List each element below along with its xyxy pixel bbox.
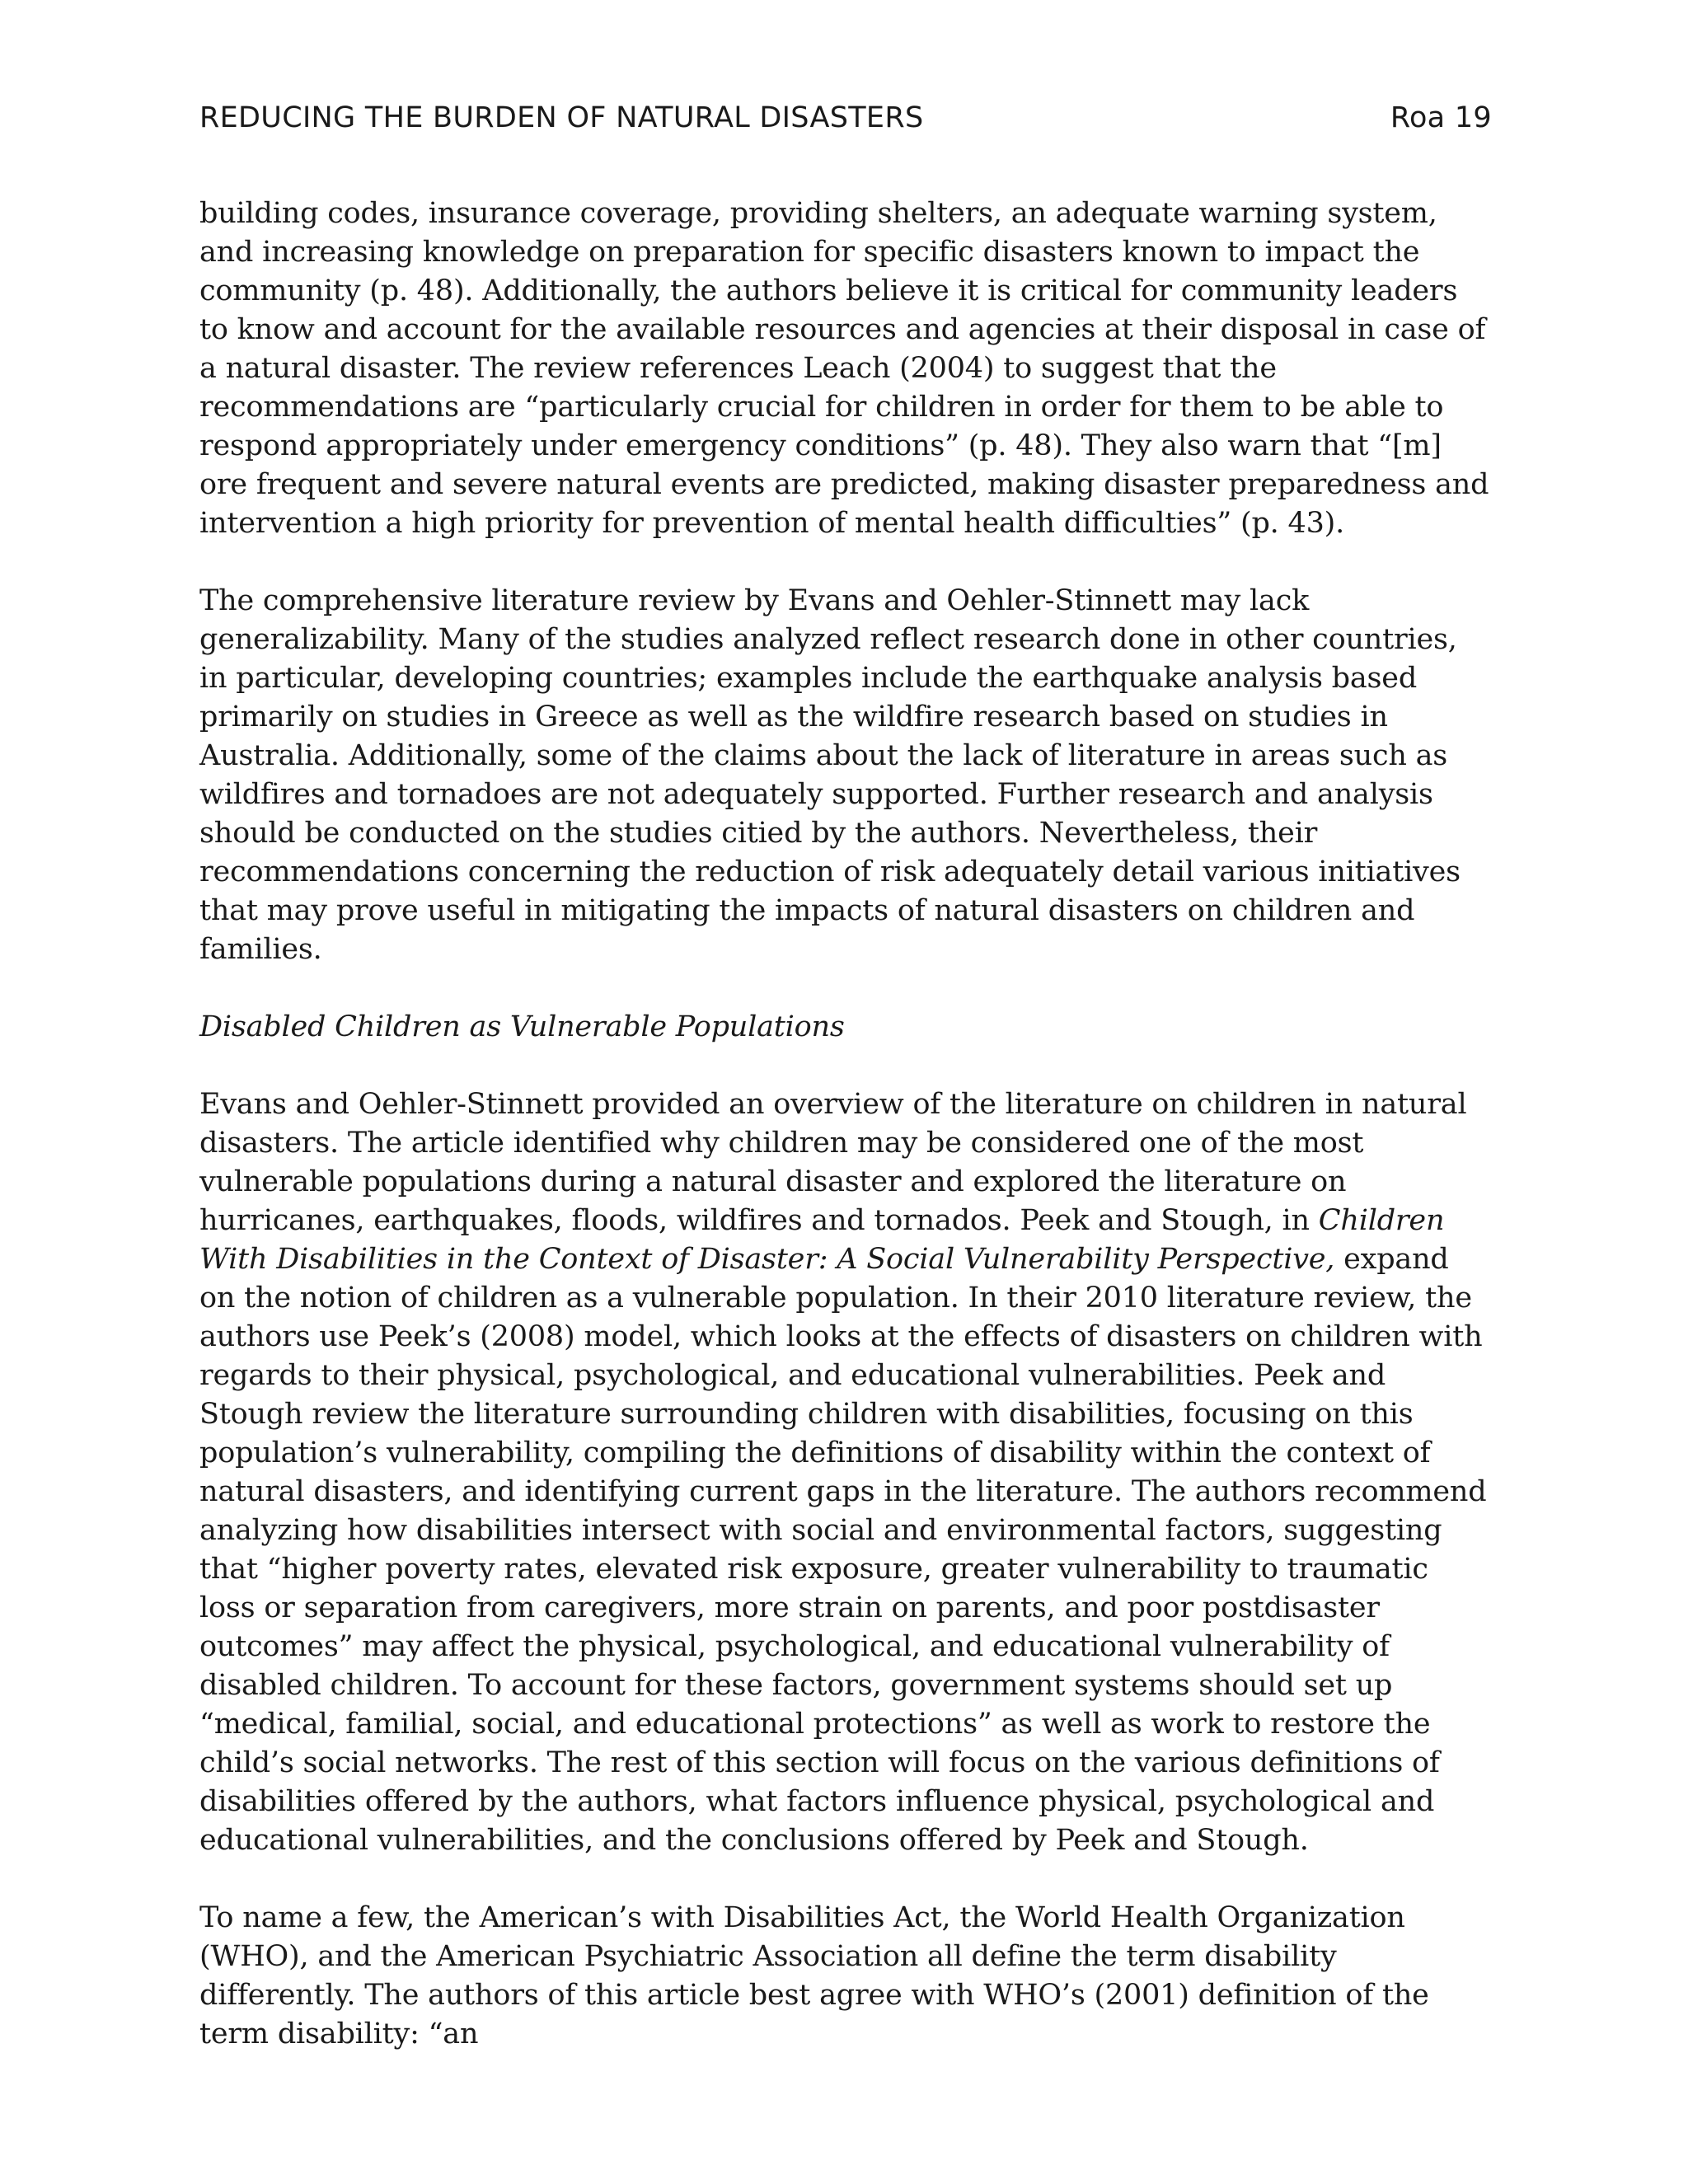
body-text xyxy=(199,194,1492,2054)
paragraph xyxy=(199,1085,1492,1860)
paragraph: The comprehensive literature review by Evans and Oehler-Stinnett may lack generalizability. Many of the studies analyzed reflect research done in other countries, in particular, developing countries; examples include the earthquake analysis based primarily on studies in Greece as well as the wildfire research based on studies in Australia. Additionally, some of the claims about the lack of literature in areas such as wildfires and tornadoes are not adequately supported. Further research and analysis should be conducted on the studies citied by the authors. Nevertheless, their recommendations concerning the reduction of risk adequately detail various initiatives that may prove useful in mitigating the impacts of natural disasters on children and families. xyxy=(199,584,1461,966)
running-head xyxy=(199,97,1492,138)
article-title: Children With Disabilities in the Context of Disaster: A Social Vulnerability Perspective, xyxy=(199,1204,1445,1276)
paragraph: building codes, insurance coverage, providing shelters, an adequate warning system, and increasing knowledge on preparation for specific disasters known to impact the community (p. 48). Additionally, the authors believe it is critical for community leaders to know and account for the available resources and agencies at their disposal in case of a natural disaster. The review references Leach (2004) to suggest that the recommendations are “particularly crucial for children in order for them to be able to respond appropriately under emergency conditions” (p. 48). They also warn that “[m] ore frequent and severe natural events are predicted, making disaster preparedness and intervention a high priority for prevention of mental health difficulties” (p. 43). xyxy=(199,197,1489,540)
paragraph: To name a few, the American’s with Disabilities Act, the World Health Organization (WHO), and the American Psychiatric Association all define the term disability differently. The authors of this article best agree with WHO’s (2001) definition of the term disability: “an xyxy=(199,1901,1429,2050)
paragraph-text: Evans and Oehler-Stinnett provided an overview of the literature on children in natural disasters. The article identified why children may be considered one of the most vulnerable populations during a natural disaster and explored the literature on hurricanes, earthquakes, floods, wildfires and tornados. Peek and Stough, in xyxy=(199,1088,1467,1237)
document-page xyxy=(199,0,1492,2184)
running-title: REDUCING THE BURDEN OF NATURAL DISASTERS xyxy=(199,101,924,134)
page-number: Roa 19 xyxy=(1390,101,1492,134)
section-heading: Disabled Children as Vulnerable Populations xyxy=(199,1010,845,1043)
paragraph-text: expand on the notion of children as a vulnerable population. In their 2010 literature review, the authors use Peek’s (2008) model, which looks at the effects of disasters on children with regards to their physical, psychological, and educational vulnerabilities. Peek and Stough review the literature surrounding children with disabilities, focusing on this population’s vulnerability, compiling the definitions of disability within the context of natural disasters, and identifying current gaps in the literature. The authors recommend analyzing how disabilities intersect with social and environmental factors, suggesting that “higher poverty rates, elevated risk exposure, greater vulnerability to traumatic loss or separation from caregivers, more strain on parents, and poor postdisaster outcomes” may affect the physical, psychological, and educational vulnerability of disabled children. To account for these factors, government systems should set up “medical, familial, social, and educational protections” as well as work to restore the child’s social networks. The rest of this section will focus on the various definitions of disabilities offered by the authors, what factors influence physical, psychological and educational vulnerabilities, and the conclusions offered by Peek and Stough. xyxy=(199,1243,1487,1857)
